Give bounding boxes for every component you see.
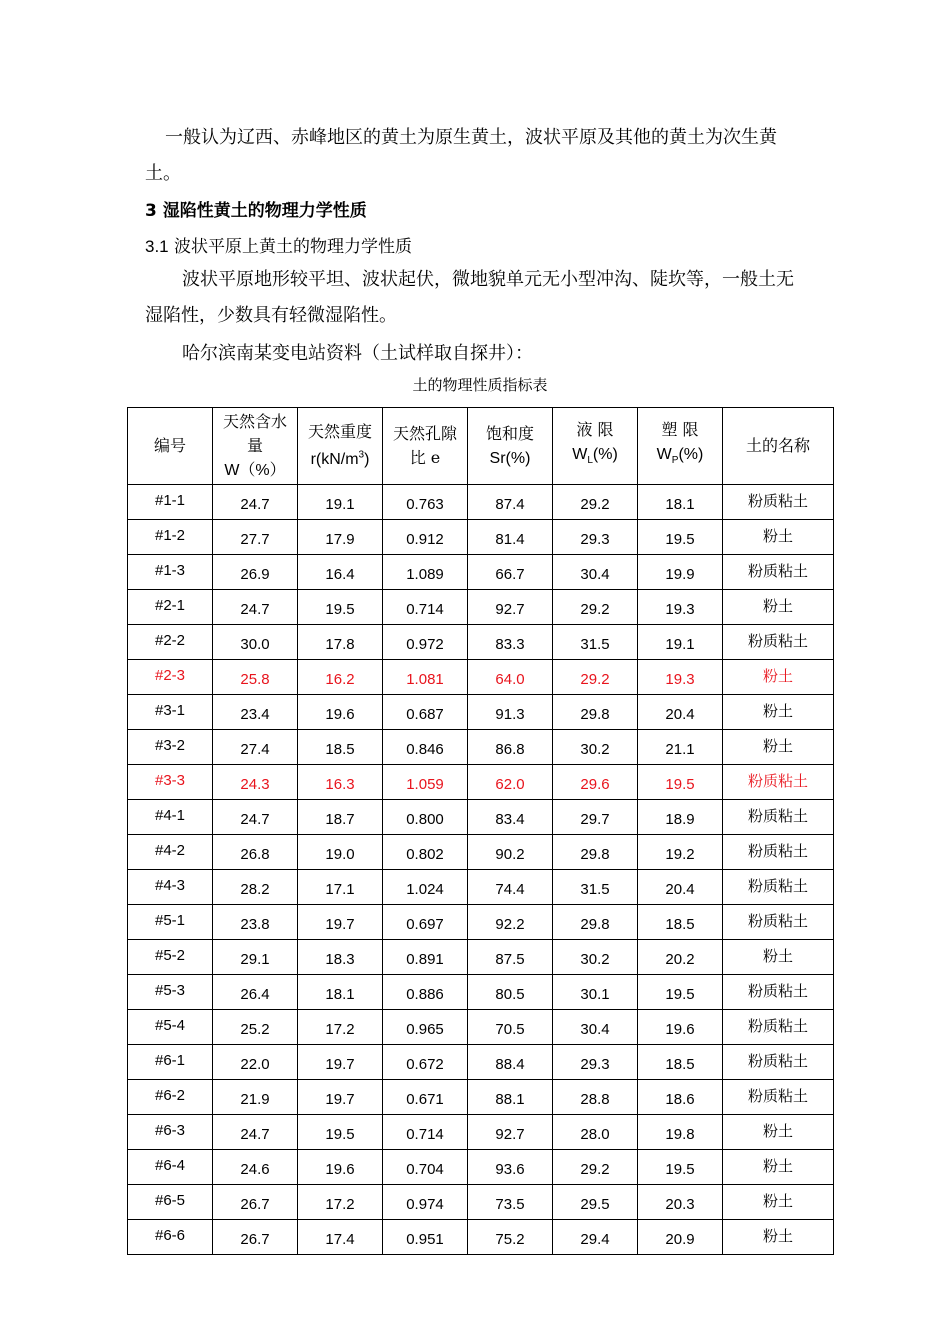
- cell-plastic-limit: 20.4: [638, 695, 723, 730]
- cell-liquid-limit: 28.8: [553, 1080, 638, 1115]
- cell-soil-name: 粉质粘土: [723, 800, 834, 835]
- cell-soil-name: 粉质粘土: [723, 905, 834, 940]
- cell-saturation: 70.5: [468, 1010, 553, 1045]
- cell-unit-weight: 19.1: [298, 485, 383, 520]
- cell-liquid-limit: 29.4: [553, 1220, 638, 1255]
- paragraph-plain-terrain: 波状平原地形较平坦、波状起伏，微地貌单元无小型冲沟、陡坎等，一般土无湿陷性，少数具有轻微湿陷性。: [145, 269, 794, 326]
- cell-soil-name: 粉质粘土: [723, 625, 834, 660]
- cell-id: #3-2: [128, 730, 213, 765]
- cell-liquid-limit: 31.5: [553, 870, 638, 905]
- cell-void-ratio: 0.802: [383, 835, 468, 870]
- cell-plastic-limit: 19.5: [638, 1150, 723, 1185]
- cell-id: #5-2: [128, 940, 213, 975]
- cell-void-ratio: 0.714: [383, 590, 468, 625]
- cell-liquid-limit: 29.3: [553, 520, 638, 555]
- cell-soil-name: 粉土: [723, 590, 834, 625]
- cell-water-content: 27.7: [213, 520, 298, 555]
- section-title: 波状平原上黄土的物理力学性质: [168, 237, 413, 257]
- cell-void-ratio: 0.972: [383, 625, 468, 660]
- cell-void-ratio: 0.672: [383, 1045, 468, 1080]
- cell-liquid-limit: 28.0: [553, 1115, 638, 1150]
- cell-unit-weight: 19.7: [298, 1045, 383, 1080]
- cell-water-content: 26.7: [213, 1185, 298, 1220]
- cell-soil-name: 粉质粘土: [723, 870, 834, 905]
- table-row: [128, 695, 834, 730]
- cell-saturation: 75.2: [468, 1220, 553, 1255]
- cell-soil-name: 粉质粘土: [723, 1080, 834, 1115]
- cell-id: #2-2: [128, 625, 213, 660]
- cell-liquid-limit: 29.8: [553, 695, 638, 730]
- cell-water-content: 25.8: [213, 660, 298, 695]
- cell-water-content: 29.1: [213, 940, 298, 975]
- cell-saturation: 73.5: [468, 1185, 553, 1220]
- cell-unit-weight: 17.1: [298, 870, 383, 905]
- cell-void-ratio: 0.891: [383, 940, 468, 975]
- cell-plastic-limit: 18.6: [638, 1080, 723, 1115]
- cell-liquid-limit: 29.8: [553, 835, 638, 870]
- cell-saturation: 88.4: [468, 1045, 553, 1080]
- paragraph-loess-origin: 一般认为辽西、赤峰地区的黄土为原生黄土，波状平原及其他的黄土为次生黄土。: [145, 127, 777, 184]
- cell-soil-name: 粉质粘土: [723, 765, 834, 800]
- cell-void-ratio: 1.089: [383, 555, 468, 590]
- cell-soil-name: 粉土: [723, 1220, 834, 1255]
- cell-void-ratio: 1.081: [383, 660, 468, 695]
- cell-liquid-limit: 30.2: [553, 730, 638, 765]
- cell-water-content: 23.4: [213, 695, 298, 730]
- cell-unit-weight: 16.2: [298, 660, 383, 695]
- cell-water-content: 28.2: [213, 870, 298, 905]
- cell-id: #3-3: [128, 765, 213, 800]
- cell-unit-weight: 17.8: [298, 625, 383, 660]
- cell-id: #4-3: [128, 870, 213, 905]
- cell-water-content: 24.6: [213, 1150, 298, 1185]
- cell-water-content: 30.0: [213, 625, 298, 660]
- header-unit-weight: 天然重度 $r(kN/m^3)$: [298, 408, 383, 485]
- cell-water-content: 25.2: [213, 1010, 298, 1045]
- cell-void-ratio: 1.024: [383, 870, 468, 905]
- table-row: [128, 905, 834, 940]
- table-row: [128, 835, 834, 870]
- header-plastic-limit: 塑 限 $W_P(\%)$: [638, 408, 723, 485]
- cell-saturation: 86.8: [468, 730, 553, 765]
- cell-plastic-limit: 21.1: [638, 730, 723, 765]
- cell-void-ratio: 0.704: [383, 1150, 468, 1185]
- cell-liquid-limit: 30.4: [553, 1010, 638, 1045]
- cell-soil-name: 粉质粘土: [723, 485, 834, 520]
- cell-void-ratio: 0.714: [383, 1115, 468, 1150]
- cell-saturation: 83.4: [468, 800, 553, 835]
- cell-unit-weight: 19.5: [298, 590, 383, 625]
- cell-plastic-limit: 19.6: [638, 1010, 723, 1045]
- cell-soil-name: 粉质粘土: [723, 835, 834, 870]
- cell-saturation: 80.5: [468, 975, 553, 1010]
- cell-void-ratio: 0.687: [383, 695, 468, 730]
- cell-unit-weight: 17.2: [298, 1185, 383, 1220]
- table-row: [128, 1150, 834, 1185]
- cell-liquid-limit: 29.6: [553, 765, 638, 800]
- cell-id: #5-4: [128, 1010, 213, 1045]
- cell-id: #4-2: [128, 835, 213, 870]
- cell-id: #1-1: [128, 485, 213, 520]
- cell-unit-weight: 17.2: [298, 1010, 383, 1045]
- cell-water-content: 24.7: [213, 1115, 298, 1150]
- cell-soil-name: 粉质粘土: [723, 1045, 834, 1080]
- cell-unit-weight: 19.5: [298, 1115, 383, 1150]
- cell-unit-weight: 19.7: [298, 1080, 383, 1115]
- cell-id: #4-1: [128, 800, 213, 835]
- table-row: [128, 975, 834, 1010]
- cell-void-ratio: 0.974: [383, 1185, 468, 1220]
- cell-saturation: 93.6: [468, 1150, 553, 1185]
- cell-water-content: 26.4: [213, 975, 298, 1010]
- soil-properties-table: [127, 407, 834, 1255]
- cell-soil-name: 粉质粘土: [723, 555, 834, 590]
- cell-void-ratio: 0.671: [383, 1080, 468, 1115]
- cell-id: #1-3: [128, 555, 213, 590]
- cell-unit-weight: 17.4: [298, 1220, 383, 1255]
- cell-soil-name: 粉土: [723, 520, 834, 555]
- cell-unit-weight: 17.9: [298, 520, 383, 555]
- cell-liquid-limit: 29.8: [553, 905, 638, 940]
- cell-plastic-limit: 19.1: [638, 625, 723, 660]
- cell-unit-weight: 18.7: [298, 800, 383, 835]
- table-row: [128, 1010, 834, 1045]
- cell-plastic-limit: 20.2: [638, 940, 723, 975]
- cell-soil-name: 粉质粘土: [723, 975, 834, 1010]
- cell-water-content: 24.3: [213, 765, 298, 800]
- cell-id: #5-1: [128, 905, 213, 940]
- section-heading-3-1: [145, 232, 412, 257]
- cell-water-content: 22.0: [213, 1045, 298, 1080]
- cell-unit-weight: 18.3: [298, 940, 383, 975]
- table-caption: 土的物理性质指标表: [412, 376, 548, 394]
- cell-unit-weight: 18.1: [298, 975, 383, 1010]
- cell-saturation: 87.4: [468, 485, 553, 520]
- table-row: [128, 870, 834, 905]
- cell-id: #6-3: [128, 1115, 213, 1150]
- cell-plastic-limit: 18.5: [638, 905, 723, 940]
- cell-soil-name: 粉土: [723, 1185, 834, 1220]
- cell-liquid-limit: 29.2: [553, 1150, 638, 1185]
- cell-water-content: 23.8: [213, 905, 298, 940]
- cell-water-content: 26.8: [213, 835, 298, 870]
- cell-soil-name: 粉土: [723, 660, 834, 695]
- cell-soil-name: 粉质粘土: [723, 1010, 834, 1045]
- cell-liquid-limit: 29.3: [553, 1045, 638, 1080]
- cell-unit-weight: 19.6: [298, 695, 383, 730]
- cell-id: #5-3: [128, 975, 213, 1010]
- table-header-row: [128, 408, 834, 485]
- cell-id: #2-1: [128, 590, 213, 625]
- cell-plastic-limit: 18.9: [638, 800, 723, 835]
- cell-saturation: 92.7: [468, 1115, 553, 1150]
- cell-void-ratio: 0.951: [383, 1220, 468, 1255]
- cell-saturation: 91.3: [468, 695, 553, 730]
- table-row: [128, 485, 834, 520]
- cell-saturation: 81.4: [468, 520, 553, 555]
- table-row: [128, 800, 834, 835]
- cell-liquid-limit: 30.1: [553, 975, 638, 1010]
- cell-void-ratio: 0.697: [383, 905, 468, 940]
- header-water-content: 天然含水 量 W（%）: [213, 408, 298, 485]
- cell-water-content: 21.9: [213, 1080, 298, 1115]
- cell-water-content: 24.7: [213, 485, 298, 520]
- cell-void-ratio: 0.846: [383, 730, 468, 765]
- cell-plastic-limit: 18.5: [638, 1045, 723, 1080]
- header-liquid-limit: 液 限 $W_L(\%)$: [553, 408, 638, 485]
- cell-id: #6-5: [128, 1185, 213, 1220]
- cell-liquid-limit: 29.2: [553, 590, 638, 625]
- cell-unit-weight: 19.0: [298, 835, 383, 870]
- cell-id: #3-1: [128, 695, 213, 730]
- table-row: [128, 1220, 834, 1255]
- cell-unit-weight: 19.7: [298, 905, 383, 940]
- cell-saturation: 64.0: [468, 660, 553, 695]
- cell-plastic-limit: 19.5: [638, 520, 723, 555]
- cell-soil-name: 粉土: [723, 1115, 834, 1150]
- cell-void-ratio: 0.763: [383, 485, 468, 520]
- table-row: [128, 1185, 834, 1220]
- table-row: [128, 590, 834, 625]
- header-id: 编号: [128, 408, 213, 485]
- cell-plastic-limit: 19.2: [638, 835, 723, 870]
- cell-plastic-limit: 19.3: [638, 660, 723, 695]
- cell-saturation: 92.2: [468, 905, 553, 940]
- cell-void-ratio: 1.059: [383, 765, 468, 800]
- cell-soil-name: 粉土: [723, 940, 834, 975]
- cell-liquid-limit: 30.4: [553, 555, 638, 590]
- cell-plastic-limit: 20.4: [638, 870, 723, 905]
- cell-void-ratio: 0.912: [383, 520, 468, 555]
- cell-liquid-limit: 29.7: [553, 800, 638, 835]
- table-row: [128, 1080, 834, 1115]
- cell-soil-name: 粉土: [723, 1150, 834, 1185]
- cell-water-content: 26.7: [213, 1220, 298, 1255]
- cell-saturation: 83.3: [468, 625, 553, 660]
- cell-id: #6-6: [128, 1220, 213, 1255]
- cell-unit-weight: 19.6: [298, 1150, 383, 1185]
- cell-void-ratio: 0.800: [383, 800, 468, 835]
- cell-liquid-limit: 30.2: [553, 940, 638, 975]
- cell-id: #6-1: [128, 1045, 213, 1080]
- cell-soil-name: 粉土: [723, 695, 834, 730]
- cell-id: #6-4: [128, 1150, 213, 1185]
- cell-plastic-limit: 19.3: [638, 590, 723, 625]
- cell-saturation: 62.0: [468, 765, 553, 800]
- cell-saturation: 90.2: [468, 835, 553, 870]
- section-number: 3.1: [145, 237, 169, 256]
- cell-water-content: 24.7: [213, 800, 298, 835]
- table-row: [128, 765, 834, 800]
- table-row: [128, 520, 834, 555]
- table-row: [128, 660, 834, 695]
- cell-liquid-limit: 29.2: [553, 660, 638, 695]
- cell-unit-weight: 16.3: [298, 765, 383, 800]
- header-soil-name: 土的名称: [723, 408, 834, 485]
- cell-liquid-limit: 31.5: [553, 625, 638, 660]
- cell-water-content: 26.9: [213, 555, 298, 590]
- cell-plastic-limit: 18.1: [638, 485, 723, 520]
- cell-saturation: 92.7: [468, 590, 553, 625]
- cell-plastic-limit: 19.5: [638, 765, 723, 800]
- table-row: [128, 730, 834, 765]
- header-saturation: 饱和度 Sr(%): [468, 408, 553, 485]
- cell-id: #1-2: [128, 520, 213, 555]
- cell-water-content: 27.4: [213, 730, 298, 765]
- cell-saturation: 74.4: [468, 870, 553, 905]
- cell-saturation: 66.7: [468, 555, 553, 590]
- table-row: [128, 1115, 834, 1150]
- paragraph-data-source: 哈尔滨南某变电站资料（土试样取自探井）：: [182, 343, 533, 364]
- cell-plastic-limit: 19.5: [638, 975, 723, 1010]
- table-row: [128, 555, 834, 590]
- cell-saturation: 88.1: [468, 1080, 553, 1115]
- table-body: [128, 485, 834, 1255]
- table-row: [128, 625, 834, 660]
- cell-id: #2-3: [128, 660, 213, 695]
- cell-plastic-limit: 20.3: [638, 1185, 723, 1220]
- cell-liquid-limit: 29.2: [553, 485, 638, 520]
- cell-water-content: 24.7: [213, 590, 298, 625]
- table-row: [128, 1045, 834, 1080]
- section-heading-3: 3 湿陷性黄土的物理力学性质: [145, 201, 367, 221]
- cell-id: #6-2: [128, 1080, 213, 1115]
- cell-void-ratio: 0.886: [383, 975, 468, 1010]
- header-void-ratio: 天然孔隙 比 e: [383, 408, 468, 485]
- cell-plastic-limit: 19.8: [638, 1115, 723, 1150]
- cell-plastic-limit: 20.9: [638, 1220, 723, 1255]
- table-row: [128, 940, 834, 975]
- cell-saturation: 87.5: [468, 940, 553, 975]
- cell-liquid-limit: 29.5: [553, 1185, 638, 1220]
- cell-plastic-limit: 19.9: [638, 555, 723, 590]
- cell-soil-name: 粉土: [723, 730, 834, 765]
- cell-unit-weight: 16.4: [298, 555, 383, 590]
- cell-void-ratio: 0.965: [383, 1010, 468, 1045]
- cell-unit-weight: 18.5: [298, 730, 383, 765]
